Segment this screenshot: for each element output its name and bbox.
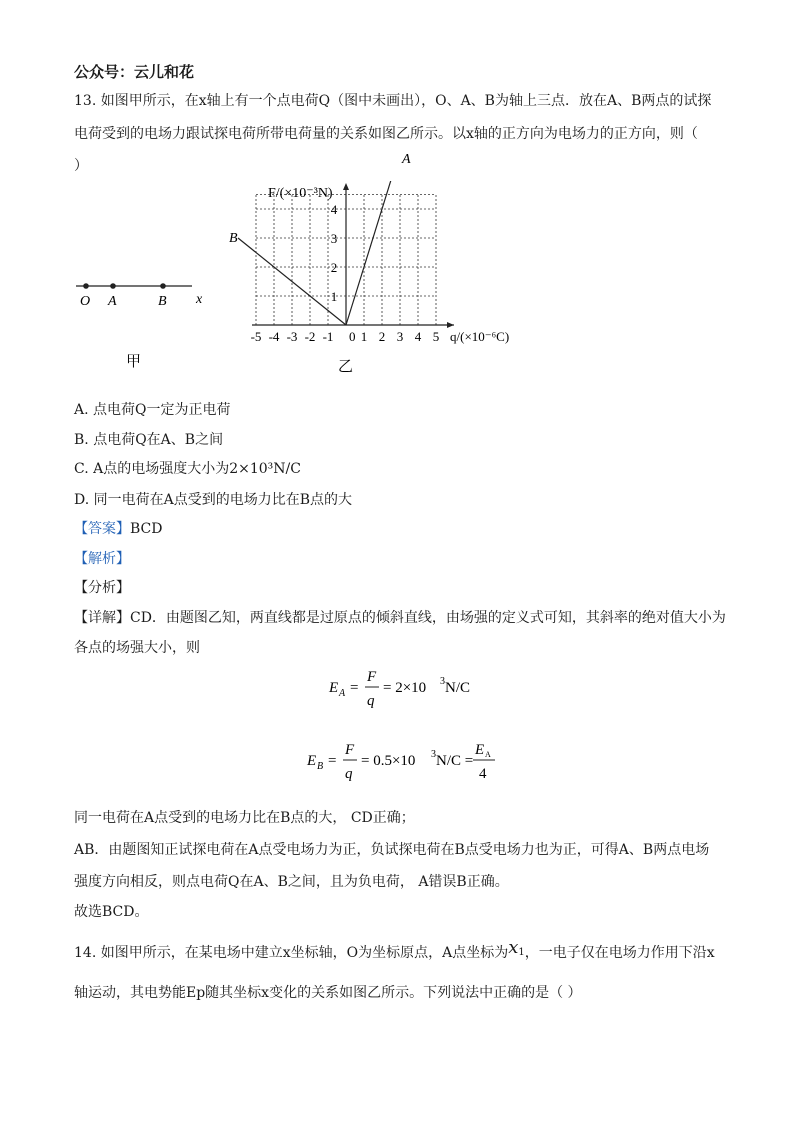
y-axis-arrow xyxy=(343,183,349,190)
eq1-rhs: = 2×10 xyxy=(383,680,427,696)
chart-y-axis-label: F/(×10⁻³N) xyxy=(268,186,333,201)
q13-option-d: D. 同一电荷在A点受到的电场力比在B点的大 xyxy=(74,492,353,508)
watermark-header: 公众号：云儿和花 xyxy=(74,63,195,81)
point-b-label: B xyxy=(158,294,167,309)
eq2-rhs: = 0.5×10 xyxy=(361,753,416,769)
detail-line1: 【详解】CD．由题图乙知，两直线都是过原点的倾斜直线，由场强的定义式可知，其斜率的绝对值大小为 xyxy=(74,610,726,626)
q13-answer-row xyxy=(74,519,162,539)
q13-stem-line2: 电荷受到的电场力跟试探电荷所带电荷量的关系如图乙所示。以x轴的正方向为电场力的正方向，则（ xyxy=(74,126,698,142)
q13-option-a: A. 点电荷Q一定为正电荷 xyxy=(74,402,231,418)
eq1-lhs: E xyxy=(329,680,339,696)
point-o-label: O xyxy=(80,294,91,309)
eq2-unit: N/C = xyxy=(436,753,474,769)
point-a-label: A xyxy=(108,294,117,309)
q14-line1-part2: ，一电子仅在电场力作用下沿x xyxy=(524,945,715,961)
point-a-dot xyxy=(110,283,116,289)
after-line4: 故选BCD。 xyxy=(74,904,149,920)
after-line3: 强度方向相反，则点电荷Q在A、B之间，且为负电荷， A错误B正确。 xyxy=(74,874,509,890)
x-tick-label: -1 xyxy=(322,329,334,344)
answer-label: 【答案】 xyxy=(74,521,130,537)
y-tick-label: 1 xyxy=(330,289,338,304)
figure-yi-chart xyxy=(220,152,540,380)
equation-eb xyxy=(303,735,523,785)
after-line2: AB．由题图知正试探电荷在A点受电场力为正，负试探电荷在B点受电场力也为正，可得A、B两点电场 xyxy=(74,842,710,858)
x-tick-label: 3 xyxy=(396,329,404,344)
fenxi-label: 【分析】 xyxy=(74,580,130,596)
y-tick-label: 3 xyxy=(330,231,338,246)
chart-ticks xyxy=(251,202,440,344)
q14-line1 xyxy=(74,937,715,965)
eq2-frac-numerator-sub: A xyxy=(485,750,491,759)
chart-x-axis-label: q/(×10⁻⁶C) xyxy=(450,329,510,344)
y-tick-label: 4 xyxy=(330,202,338,217)
x-tick-label: 1 xyxy=(360,329,368,344)
x-tick-label: 5 xyxy=(432,329,440,344)
eq2-exponent: 3 xyxy=(431,749,436,760)
eq1-equals: = xyxy=(350,680,359,696)
y-tick-label: 2 xyxy=(330,260,338,275)
eq2-frac-numerator: E xyxy=(475,742,485,758)
x-tick-label: -4 xyxy=(268,329,280,344)
eq1-unit: N/C xyxy=(445,680,471,696)
series-label-b: B xyxy=(229,231,238,246)
q14-x1-symbol: x xyxy=(508,937,519,958)
x-tick-label: 4 xyxy=(414,329,422,344)
q14-line1-part1: 14. 如图甲所示，在某电场中建立x坐标轴，O为坐标原点，A点坐标为 xyxy=(74,945,509,961)
eq1-sub: A xyxy=(339,688,346,699)
eq2-equals: = xyxy=(328,753,337,769)
q13-option-c: C. A点的电场强度大小为2×10³N/C xyxy=(74,461,301,477)
x-axis-label: x xyxy=(196,292,203,307)
series-label-a: A xyxy=(402,152,411,167)
series-line-a xyxy=(346,151,400,325)
x-axis-arrow xyxy=(447,322,454,328)
figure-jia-caption: 甲 xyxy=(126,354,142,370)
eq2-lhs: E xyxy=(307,753,317,769)
eq2-sub: B xyxy=(317,761,324,772)
eq2-frac-denominator: 4 xyxy=(479,766,487,782)
q13-stem-line3: ） xyxy=(74,158,88,174)
q14-line2: 轴运动，其电势能Ep随其坐标x变化的关系如图乙所示。下列说法中正确的是（ ） xyxy=(74,985,582,1001)
eq1-denominator: q xyxy=(367,693,375,709)
eq1-exponent: 3 xyxy=(440,676,445,687)
eq2-denominator: q xyxy=(345,766,353,782)
q13-option-b: B. 点电荷Q在A、B之间 xyxy=(74,432,224,448)
point-b-dot xyxy=(160,283,166,289)
figure-yi-caption: 乙 xyxy=(338,359,354,375)
eq1-numerator: F xyxy=(367,669,377,685)
jiexi-label: 【解析】 xyxy=(74,551,130,567)
x-tick-label: -2 xyxy=(304,329,316,344)
figure-jia xyxy=(70,270,220,380)
x-tick-label: 2 xyxy=(378,329,386,344)
x-tick-label: -5 xyxy=(250,329,262,344)
q14-x1-sub: 1 xyxy=(518,947,525,958)
detail-line2: 各点的场强大小，则 xyxy=(74,640,200,656)
x-tick-label: 0 xyxy=(349,329,356,344)
equation-ea xyxy=(325,662,525,712)
x-tick-label: -3 xyxy=(286,329,298,344)
point-o-dot xyxy=(83,283,89,289)
chart-axes xyxy=(252,183,454,328)
eq2-numerator: F xyxy=(345,742,355,758)
after-line1: 同一电荷在A点受到的电场力比在B点的大， CD正确； xyxy=(74,810,415,826)
answer-value: BCD xyxy=(130,521,163,537)
q13-stem-line1: 13. 如图甲所示，在x轴上有一个点电荷Q（图中未画出），O、A、B为轴上三点．放在A、B两点的试探 xyxy=(74,93,712,109)
